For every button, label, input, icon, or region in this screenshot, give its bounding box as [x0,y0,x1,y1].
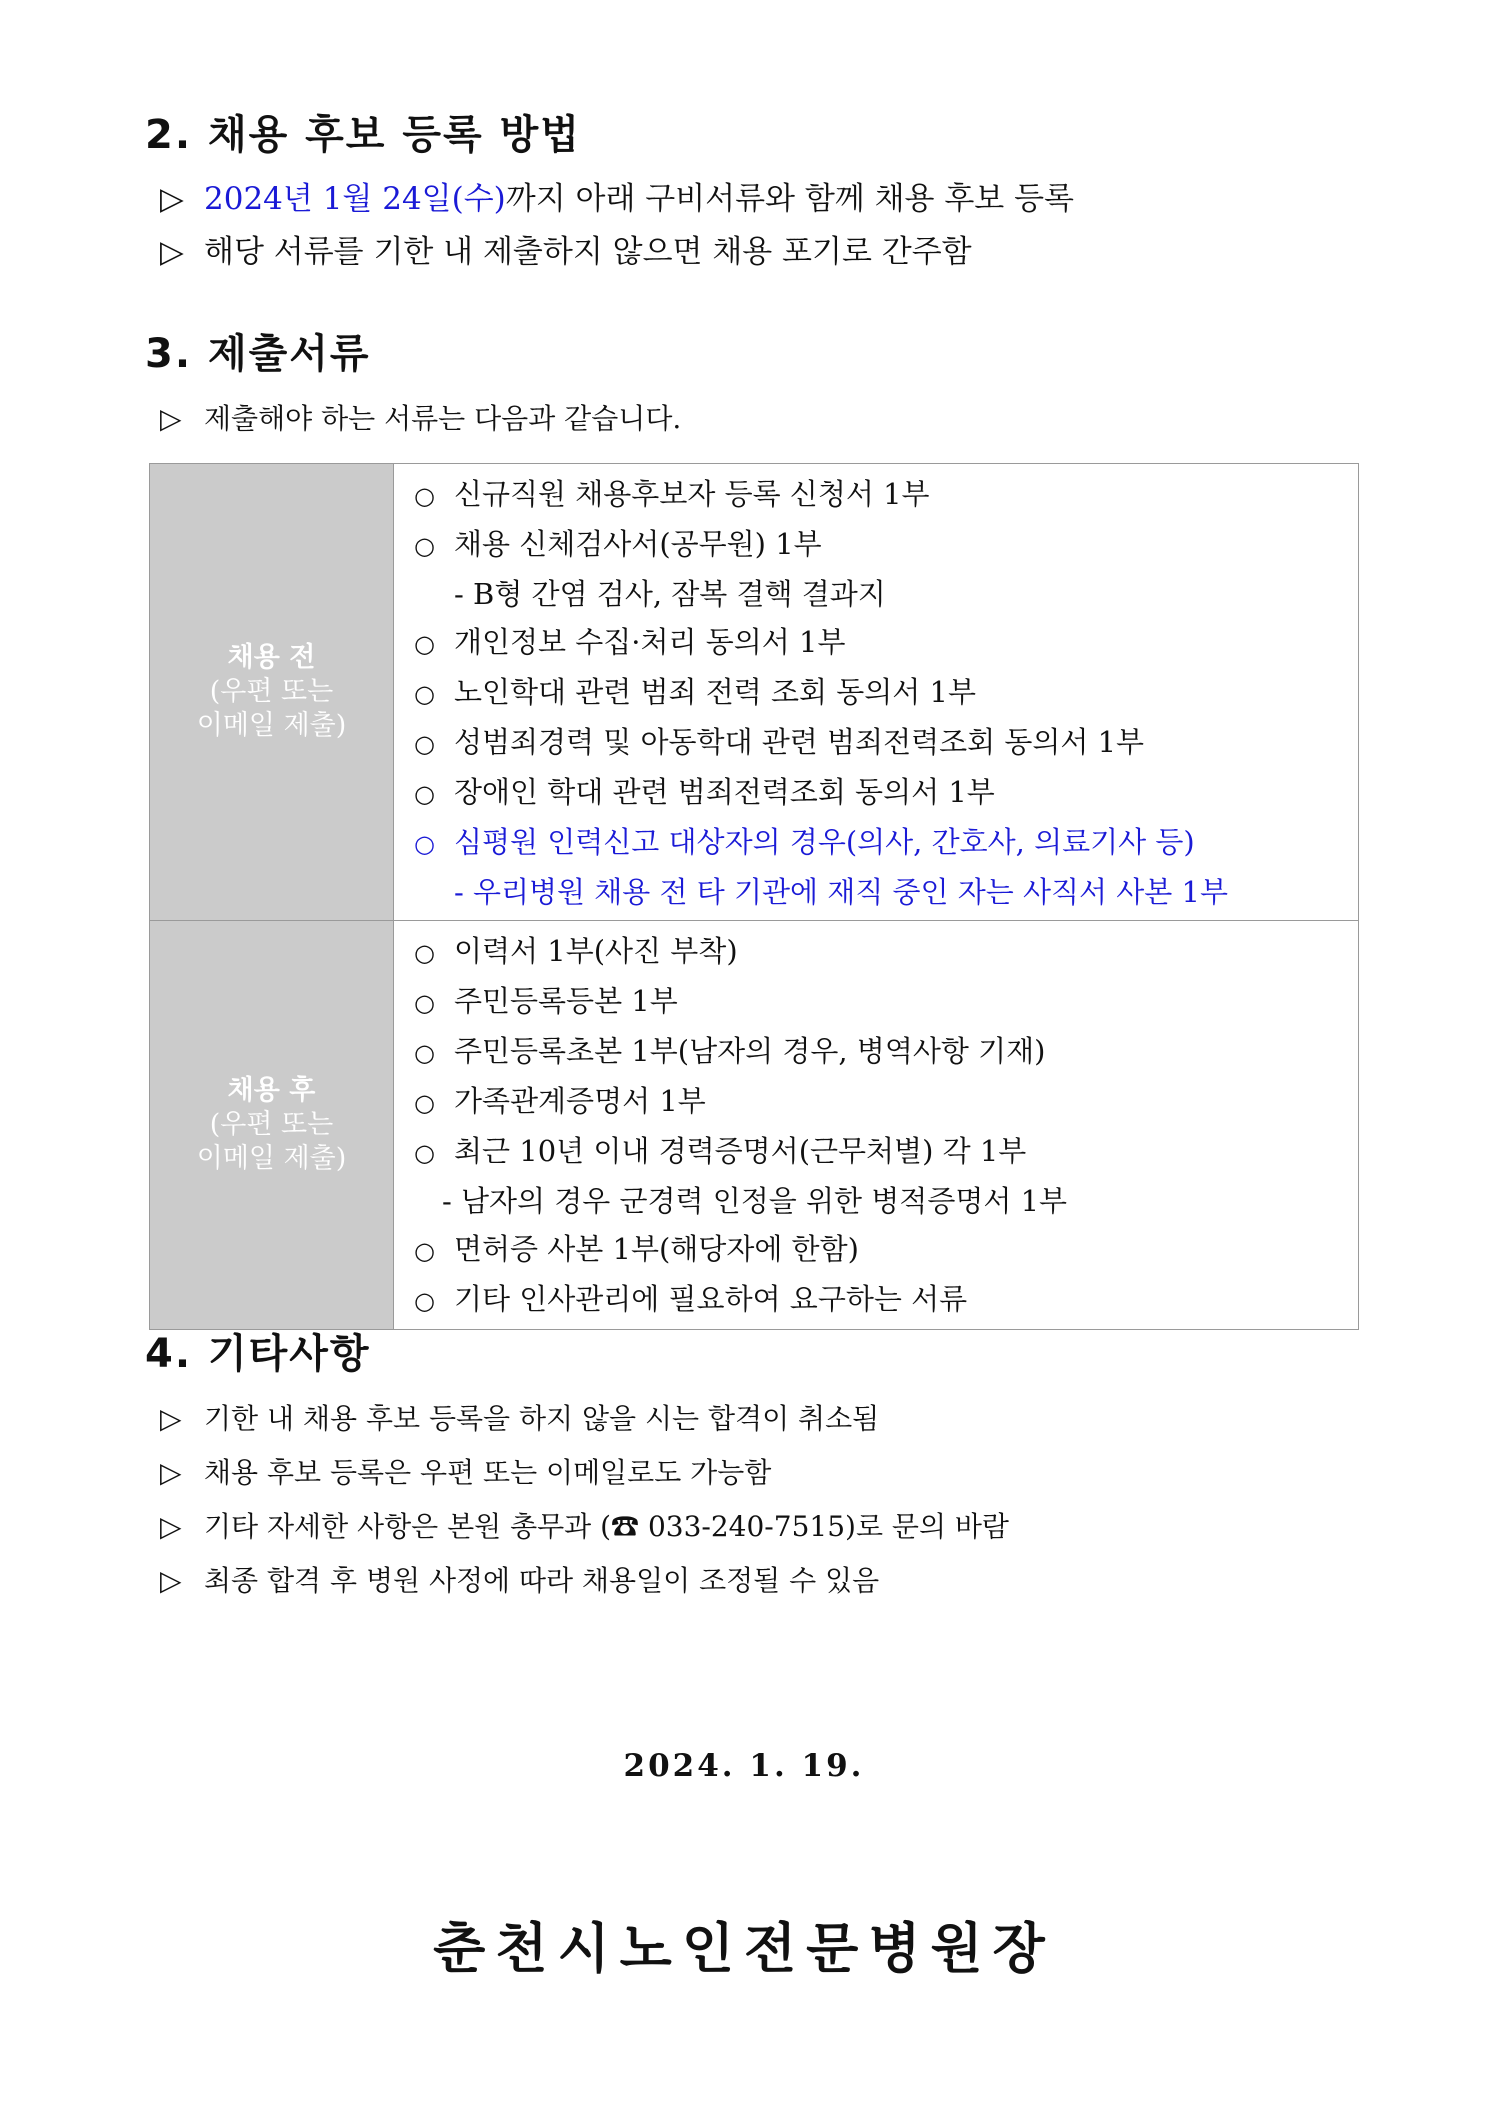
section2-bullet-deadline [160,173,1074,218]
circle-bullet-icon: ○ [414,1287,435,1315]
list-subitem: - 남자의 경우 군경력 인정을 위한 병적증명서 1부 [442,1184,1068,1218]
circle-bullet-icon: ○ [414,630,435,658]
circle-bullet-icon: ○ [414,780,435,808]
list-item: ○ 개인정보 수집·처리 동의서 1부 [414,618,1358,668]
forfeit-text: 해당 서류를 기한 내 제출하지 않으면 채용 포기로 간주함 [204,234,972,270]
documents-table [149,463,1359,1330]
circle-bullet-icon: ○ [414,1089,435,1117]
triangle-bullet-icon: ▷ [160,402,182,435]
before-hire-label-cell [150,464,394,921]
triangle-bullet-icon: ▷ [160,234,184,270]
section4-bullet-contact: ▷ 기타 자세한 사항은 본원 총무과 (☎ 033-240-7515)로 문의 바람 [160,1510,1009,1543]
circle-bullet-icon: ○ [414,989,435,1017]
triangle-bullet-icon: ▷ [160,181,184,217]
after-hire-submit-note-1: (우편 또는 [209,1109,334,1140]
list-subitem: - B형 간염 검사, 잠복 결핵 결과지 [454,577,886,611]
list-item: ○ 가족관계증명서 1부 [414,1077,1358,1127]
section4-bullet: ▷ 최종 합격 후 병원 사정에 따라 채용일이 조정될 수 있음 [160,1564,880,1597]
circle-bullet-icon: ○ [414,939,435,967]
before-hire-items-cell [394,464,1359,921]
section3-intro [160,397,681,437]
list-item: ○ 이력서 1부(사진 부착) [414,927,1358,977]
after-hire-submit-note-2: 이메일 제출) [196,1143,347,1174]
after-hire-label-cell [150,921,394,1330]
section4-bullet: ▷ 기한 내 채용 후보 등록을 하지 않을 시는 합격이 취소됨 [160,1402,880,1435]
list-item: ○ 기타 인사관리에 필요하여 요구하는 서류 [414,1275,1358,1325]
document-date: 2024. 1. 19. [623,1748,865,1784]
list-subitem-highlight: - 우리병원 채용 전 타 기관에 재직 중인 자는 사직서 사본 1부 [454,875,1228,909]
list-item: ○ 채용 신체검사서(공무원) 1부 [414,520,1358,570]
after-hire-label: 채용 후 [227,1075,316,1106]
section2-heading: 2. 채용 후보 등록 방법 [145,112,581,158]
deadline-highlight: 2024년 1월 24일(수) [204,181,506,217]
list-item: ○ 신규직원 채용후보자 등록 신청서 1부 [414,470,1358,520]
list-item-highlight: ○ 심평원 인력신고 대상자의 경우(의사, 간호사, 의료기사 등) [414,818,1358,868]
triangle-bullet-icon: ▷ [160,1510,182,1543]
list-item: ○ 장애인 학대 관련 범죄전력조회 동의서 1부 [414,768,1358,818]
section3-heading: 3. 제출서류 [145,331,371,377]
circle-bullet-icon: ○ [414,482,435,510]
list-item: ○ 노인학대 관련 범죄 전력 조회 동의서 1부 [414,668,1358,718]
list-item: ○ 최근 10년 이내 경력증명서(근무처별) 각 1부 [414,1127,1358,1177]
circle-bullet-icon: ○ [414,830,435,858]
circle-bullet-icon: ○ [414,1139,435,1167]
circle-bullet-icon: ○ [414,1237,435,1265]
table-row-after-hire [150,921,1359,1330]
triangle-bullet-icon: ▷ [160,1402,182,1435]
before-hire-label: 채용 전 [227,642,316,673]
circle-bullet-icon: ○ [414,1039,435,1067]
list-item: ○ 주민등록등본 1부 [414,977,1358,1027]
before-hire-submit-note-2: 이메일 제출) [196,710,347,741]
table-row-before-hire [150,464,1359,921]
list-item: ○ 성범죄경력 및 아동학대 관련 범죄전력조회 동의서 1부 [414,718,1358,768]
section4-heading: 4. 기타사항 [145,1331,371,1377]
after-hire-items-cell [394,921,1359,1330]
before-hire-submit-note-1: (우편 또는 [209,676,334,707]
deadline-text: 까지 아래 구비서류와 함께 채용 후보 등록 [505,181,1074,217]
section4-bullet: ▷ 채용 후보 등록은 우편 또는 이메일로도 가능함 [160,1456,772,1489]
list-item: ○ 면허증 사본 1부(해당자에 한함) [414,1225,1358,1275]
section2-bullet-forfeit [160,226,972,271]
triangle-bullet-icon: ▷ [160,1456,182,1489]
circle-bullet-icon: ○ [414,680,435,708]
circle-bullet-icon: ○ [414,730,435,758]
issuer-signature: 춘천시노인전문병원장 [433,1917,1055,1980]
triangle-bullet-icon: ▷ [160,1564,182,1597]
intro-text: 제출해야 하는 서류는 다음과 같습니다. [204,402,682,435]
circle-bullet-icon: ○ [414,532,435,560]
list-item: ○ 주민등록초본 1부(남자의 경우, 병역사항 기재) [414,1027,1358,1077]
